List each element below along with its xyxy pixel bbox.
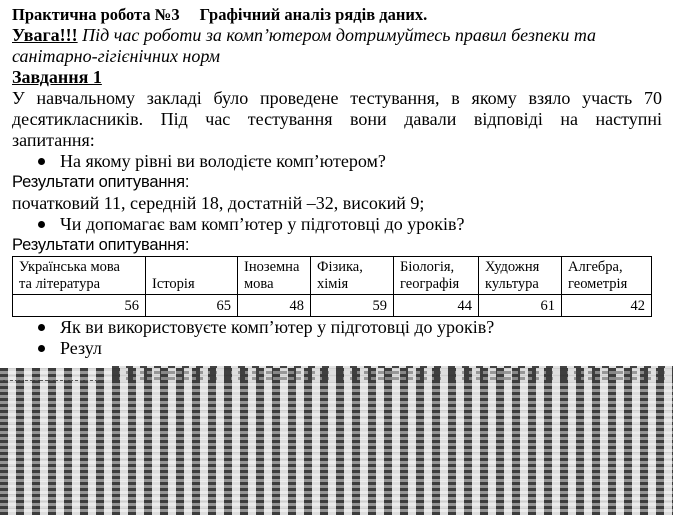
intro-line-2: десятикласників. Під час тестування вони давали відповіді на наступні [12,109,662,129]
question-4-partial: Резул [12,338,662,359]
results-label-2: Результати опитування: [12,236,190,254]
work-title: Практична робота №3 [12,5,180,24]
table-cell: 48 [238,295,311,317]
results-1: початковий 11, середній 18, достатній –32, високий 9; [12,193,425,213]
table-cell: 42 [562,295,652,317]
table-cell: 56 [13,295,146,317]
cut-line [0,380,98,382]
obscured-region [0,368,673,515]
table-cell: 59 [311,295,394,317]
work-title-line [12,4,662,25]
warning-line-1 [12,25,662,46]
results-table [12,256,652,317]
question-2: Чи допомагає вам комп’ютер у підготовці до уроків? [12,214,662,235]
task-heading: Завдання 1 [12,67,102,87]
warning-text-2: санітарно-гігієнічних норм [12,46,220,66]
table-header-cell: Українська мова та література [13,257,146,295]
table-header-row [13,257,652,295]
question-3: Як ви використовуєте комп’ютер у підготовці до уроків? [12,317,662,338]
intro-line-3: запитання: [12,130,95,150]
table-cell: 44 [394,295,479,317]
table-cell: 65 [146,295,238,317]
results-label-1: Результати опитування: [12,173,190,191]
table-header-cell: Історія [146,257,238,295]
intro-line-1: У навчальному закладі було проведене тестування, в якому взяло участь 70 [12,88,662,108]
table-header-cell: Фізика, хімія [311,257,394,295]
table-header-cell: Алгебра, геометрія [562,257,652,295]
document-page [12,4,662,359]
warning-text-1: Під час роботи за комп’ютером дотримуйтесь правил безпеки та [82,25,597,45]
table-header-cell: Іноземна мова [238,257,311,295]
table-header-cell: Художня культура [479,257,562,295]
table-cell: 61 [479,295,562,317]
question-1: На якому рівні ви володієте комп’ютером? [12,151,662,172]
warning-label: Увага!!! [12,25,78,45]
work-subtitle: Графічний аналіз рядів даних. [199,5,428,24]
table-header-cell: Біологія, географія [394,257,479,295]
table-row [13,295,652,317]
